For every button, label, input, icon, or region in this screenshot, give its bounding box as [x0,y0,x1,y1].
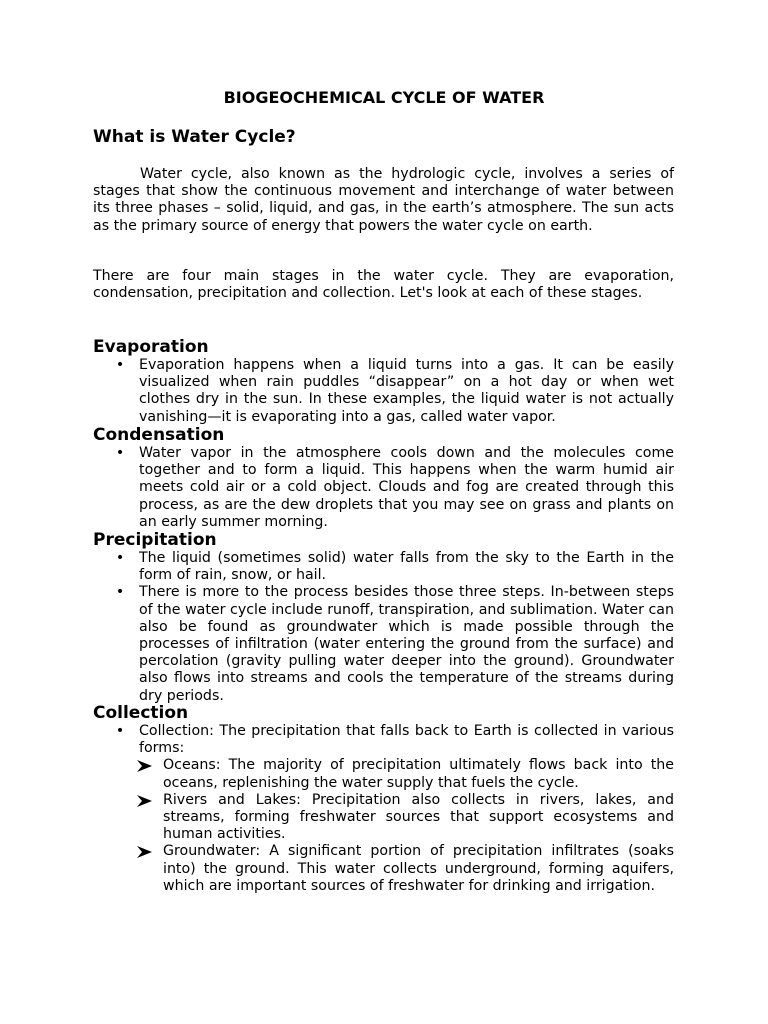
condensation-heading: Condensation [93,425,225,445]
sub-list-item-text: Groundwater: A significant portion of precipitation infiltrates (soaks into) the ground. This water collects underground, forming aquifers, which are important sources of freshwater for drinking and irrigation. [163,843,674,894]
list-item [93,550,674,584]
list-item [93,357,674,426]
collection-heading: Collection [93,703,189,723]
arrowhead-icon [136,846,153,858]
sub-list-item [93,843,674,895]
arrowhead-icon [136,760,153,772]
sub-list-item-text: Oceans: The majority of precipitation ultimately flows back into the oceans, replenishing the water supply that fuels the cycle. [163,757,674,791]
evaporation-section [93,337,674,426]
bullet-dot-icon: • [115,584,125,601]
bullet-dot-icon: • [115,445,125,461]
sub-list-item [93,757,674,791]
list-item-text: There is more to the process besides those three steps. In-between steps of the water cycle include runoff, transpiration, and sublimation. Water can also be found as groundwater which is made possible through the processes of infiltration (water entering the ground from the surface) and percolation (gravity pulling water deeper into the ground). Groundwater also flows into streams and cools the temperature of the streams during dry periods. [139,584,674,704]
list-item-text: Collection: The precipitation that falls back to Earth is collected in various forms: [139,723,674,757]
collection-list [93,723,674,757]
page-heading: What is Water Cycle? [93,127,296,147]
list-item-text: Water vapor in the atmosphere cools down and the molecules come together and to form a liquid. This happens when the warm humid air meets cold air or a cold object. Clouds and fog are created through this process, as are the dew droplets that you may see on grass and plants on an early summer morning. [139,445,674,530]
bullet-dot-icon: • [115,357,125,373]
arrowhead-icon [136,795,153,807]
condensation-section [93,425,674,531]
list-item [93,584,674,704]
sub-list-item-text: Rivers and Lakes: Precipitation also collects in rivers, lakes, and streams, forming freshwater sources that support ecosystems and human activities. [163,791,674,843]
bullet-dot-icon: • [115,723,125,739]
list-item [93,445,674,531]
list-item [93,723,674,757]
list-item-text: The liquid (sometimes solid) water falls from the sky to the Earth in the form of rain, snow, or hail. [139,550,674,584]
precipitation-list [93,550,674,705]
bullet-dot-icon: • [115,550,125,566]
evaporation-list [93,357,674,426]
precipitation-section [93,530,674,705]
sub-list-item [93,792,674,844]
collection-sub-list [93,757,674,895]
condensation-list [93,445,674,531]
collection-section [93,703,674,895]
stages-intro-paragraph: There are four main stages in the water cycle. They are evaporation, condensation, precipitation and collection. Let's look at each of these stages. [93,268,674,302]
evaporation-heading: Evaporation [93,337,209,357]
intro-paragraph: Water cycle, also known as the hydrologic cycle, involves a series of stages that show the continuous movement and interchange of water between its three phases – solid, liquid, and gas, in the earth’s atmosphere. The sun acts as the primary source of energy that powers the water cycle on earth. [93,166,674,234]
document-title: BIOGEOCHEMICAL CYCLE OF WATER [223,88,545,107]
list-item-text: Evaporation happens when a liquid turns into a gas. It can be easily visualized when rain puddles “disappear” on a hot day or when wet clothes dry in the sun. In these examples, the liquid water is not actually vanishing—it is evaporating into a gas, called water vapor. [139,357,674,425]
precipitation-heading: Precipitation [93,530,217,550]
